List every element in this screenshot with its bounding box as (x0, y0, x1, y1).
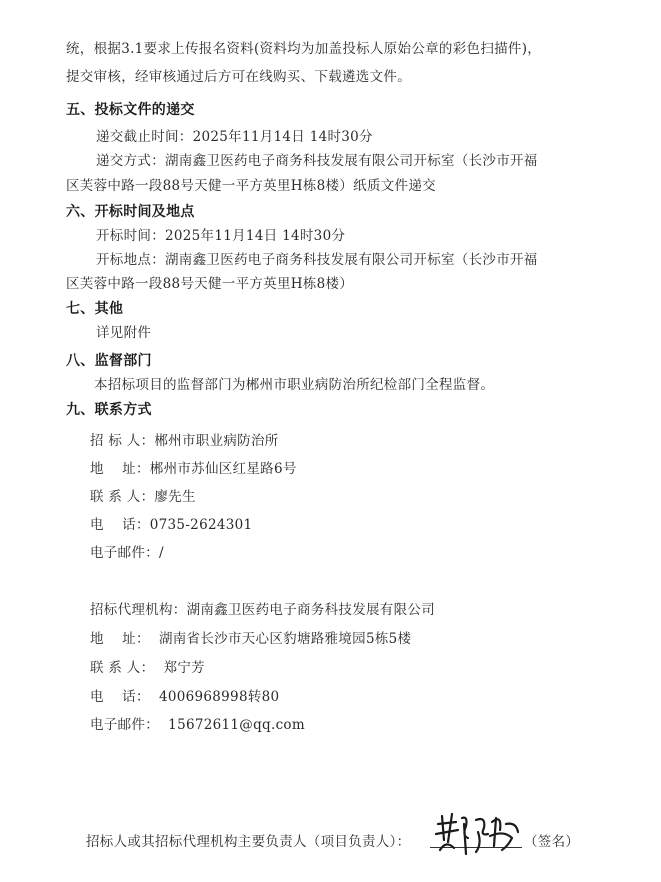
agency-email: 电子邮件： 15672611@qq.com (90, 717, 305, 733)
section9-heading: 九、联系方式 (66, 402, 152, 418)
tenderer-contact: 联 系 人：廖先生 (90, 489, 196, 505)
section5-heading: 五、投标文件的递交 (66, 102, 195, 118)
tenderer-address: 地 址：郴州市苏仙区红星路6号 (90, 461, 297, 477)
section5-deadline: 递交截止时间：2025年11月14日 14时30分 (96, 129, 373, 145)
section6-place-line2: 区芙蓉中路一段88号天健一平方英里H栋8楼） (66, 276, 354, 292)
agency-contact: 联 系 人： 郑宁芳 (90, 660, 205, 676)
handwritten-signature (432, 810, 524, 858)
tenderer-name: 招 标 人：郴州市职业病防治所 (90, 433, 279, 449)
section6-time: 开标时间：2025年11月14日 14时30分 (96, 228, 346, 244)
section7-text: 详见附件 (96, 325, 152, 341)
tenderer-phone: 电 话：0735-2624301 (90, 517, 253, 533)
agency-address: 地 址： 湖南省长沙市天心区豹塘路雅境园5栋5楼 (90, 631, 412, 647)
section6-heading: 六、开标时间及地点 (66, 204, 195, 220)
tenderer-email: 电子邮件：/ (90, 545, 164, 561)
agency-name: 招标代理机构：湖南鑫卫医药电子商务科技发展有限公司 (90, 602, 435, 618)
section8-text: 本招标项目的监督部门为郴州市职业病防治所纪检部门全程监督。 (94, 377, 495, 393)
section5-method-line1: 递交方式：湖南鑫卫医药电子商务科技发展有限公司开标室（长沙市开福 (96, 153, 538, 169)
section5-method-line2: 区芙蓉中路一段88号天健一平方英里H栋8楼）纸质文件递交 (66, 178, 436, 194)
section6-place-line1: 开标地点：湖南鑫卫医药电子商务科技发展有限公司开标室（长沙市开福 (96, 252, 538, 268)
agency-phone: 电 话： 4006968998转80 (90, 689, 280, 705)
intro-line-1: 统，根据3.1要求上传报名资料(资料均为加盖投标人原始公章的彩色扫描件)， (66, 41, 542, 57)
section7-heading: 七、其他 (66, 301, 124, 317)
intro-line-2: 提交审核，经审核通过后方可在线购买、下载遴选文件。 (66, 69, 411, 85)
signature-label: 招标人或其招标代理机构主要负责人（项目负责人）： (86, 834, 411, 850)
section8-heading: 八、监督部门 (66, 353, 152, 369)
signature-suffix: （签名） (524, 834, 580, 850)
